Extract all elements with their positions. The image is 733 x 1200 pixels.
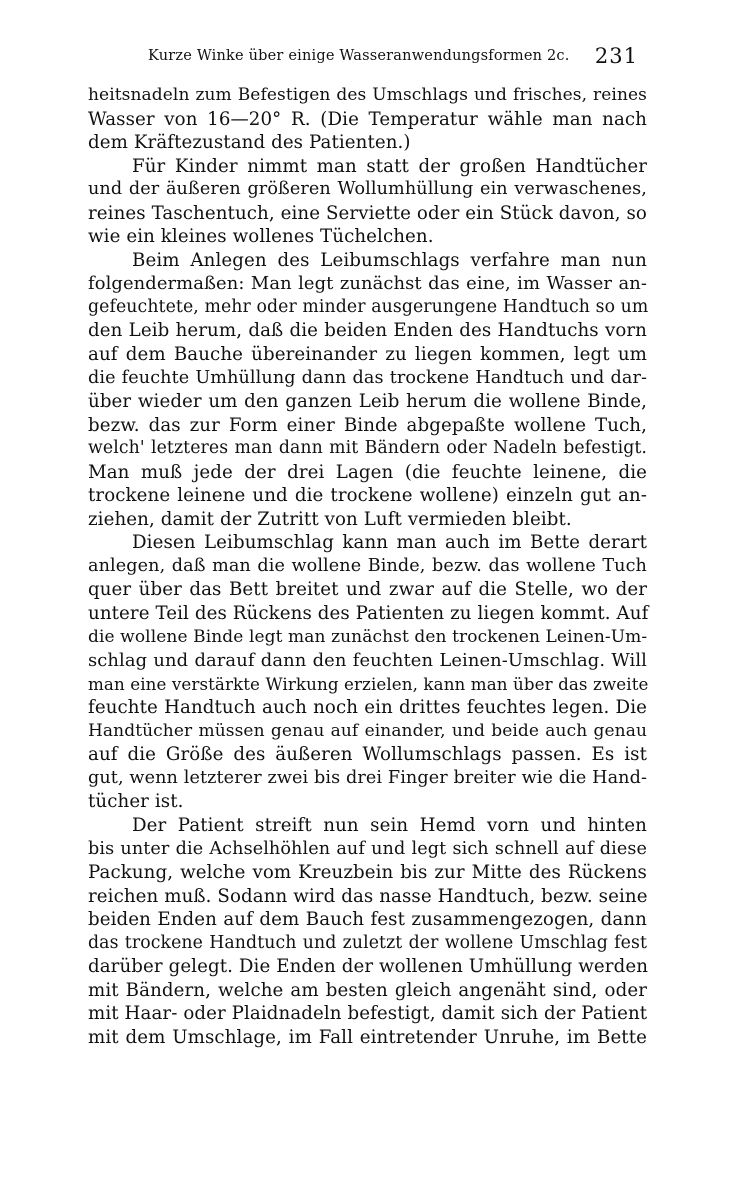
text-line: gut, wenn letzterer zwei bis drei Finger breiter wie die Hand-	[88, 767, 647, 788]
text-line: schlag und darauf dann den feuchten Leinen-Umschlag. Will	[88, 650, 647, 672]
text-line: reines Taschentuch, eine Serviette oder ein Stück davon, so	[88, 202, 647, 224]
text-line: feuchte Handtuch auch noch ein drittes feuchtes legen. Die	[88, 697, 647, 719]
text-line: beiden Enden auf dem Bauch fest zusammengezogen, dann	[88, 909, 647, 931]
running-head	[118, 44, 638, 72]
text-line: ziehen, damit der Zutritt von Luft vermieden bleibt.	[88, 508, 572, 530]
text-line: die wollene Binde legt man zunächst den trockenen Leinen-Um-	[88, 626, 648, 647]
text-line: Für Kinder nimmt man statt der großen Handtücher	[132, 155, 647, 177]
text-line: bezw. das zur Form einer Binde abgepaßte wollene Tuch,	[88, 414, 647, 436]
text-line: bis unter die Achselhöhlen auf und legt sich schnell auf diese	[88, 838, 647, 859]
text-line: Der Patient streift nun sein Hemd vorn und hinten	[132, 814, 647, 836]
text-line: Man muß jede der drei Lagen (die feuchte leinene, die	[88, 461, 647, 483]
text-line: quer über das Bett breitet und zwar auf die Stelle, wo der	[88, 579, 647, 601]
page-number: 231	[594, 44, 638, 68]
text-line: auf dem Bauche übereinander zu liegen kommen, legt um	[88, 344, 647, 366]
running-title: Kurze Winke über einige Wasseranwendungsformen 2c.	[148, 48, 570, 64]
text-line: gefeuchtete, mehr oder minder ausgerungene Handtuch so um	[88, 296, 649, 317]
text-line: über wieder um den ganzen Leib herum die wollene Binde,	[88, 391, 647, 413]
text-line: tücher ist.	[88, 791, 184, 813]
text-line: Diesen Leibumschlag kann man auch im Bette derart	[132, 532, 647, 554]
text-line: folgendermaßen: Man legt zunächst das eine, im Wasser an-	[88, 273, 647, 295]
body-text	[88, 84, 647, 1049]
text-line: mit Bändern, welche am besten gleich angenäht sind, oder	[88, 979, 647, 1001]
text-line: anlegen, daß man die wollene Binde, bezw. das wollene Tuch	[88, 555, 647, 576]
text-line: den Leib herum, daß die beiden Enden des Handtuchs vorn	[88, 320, 647, 342]
text-line: Handtücher müssen genau auf einander, und beide auch genau	[88, 720, 647, 741]
text-line: heitsnadeln zum Befestigen des Umschlags und frisches, reines	[88, 85, 647, 105]
text-line: welch' letzteres man dann mit Bändern oder Nadeln befestigt.	[88, 438, 647, 459]
text-line: Wasser von 16—20° R. (Die Temperatur wähle man nach	[88, 108, 647, 130]
text-line: untere Teil des Rückens des Patienten zu liegen kommt. Auf	[88, 603, 649, 625]
text-line: reichen muß. Sodann wird das nasse Handtuch, bezw. seine	[88, 885, 648, 907]
text-line: man eine verstärkte Wirkung erzielen, kann man über das zweite	[88, 673, 649, 694]
text-line: mit Haar- oder Plaidnadeln befestigt, damit sich der Patient	[88, 1003, 648, 1025]
text-line: darüber gelegt. Die Enden der wollenen Umhüllung werden	[88, 956, 649, 978]
text-line: das trockene Handtuch und zuletzt der wollene Umschlag fest	[88, 932, 647, 953]
text-line: dem Kräftezustand des Patienten.)	[88, 132, 411, 154]
text-line: Beim Anlegen des Leibumschlags verfahre man nun	[132, 249, 647, 271]
text-line: die feuchte Umhüllung dann das trockene Handtuch und dar-	[88, 367, 647, 388]
text-line: und der äußeren größeren Wollumhüllung ein verwaschenes,	[88, 179, 647, 200]
text-line: auf die Größe des äußeren Wollumschlags passen. Es ist	[88, 744, 647, 766]
text-line: wie ein kleines wollenes Tüchelchen.	[88, 226, 434, 248]
text-line: Packung, welche vom Kreuzbein bis zur Mitte des Rückens	[88, 862, 647, 884]
text-line: trockene leinene und die trockene wollene) einzeln gut an-	[88, 485, 647, 507]
text-line: mit dem Umschlage, im Fall eintretender Unruhe, im Bette	[88, 1026, 647, 1048]
